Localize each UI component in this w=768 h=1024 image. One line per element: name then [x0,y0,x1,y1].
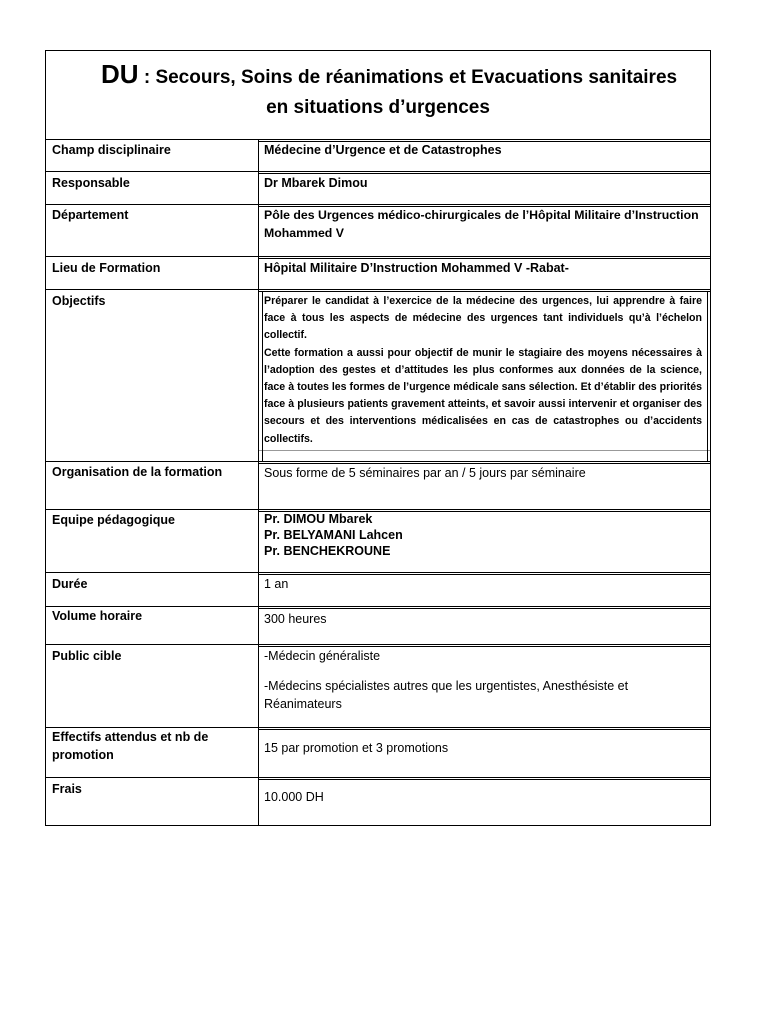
row-divider [46,777,710,778]
value-frais: 10.000 DH [264,790,324,804]
objectifs-inner-border [707,291,708,461]
row-divider [46,572,710,573]
label-lieu: Lieu de Formation [52,261,161,275]
title-text-1: : Secours, Soins de réanimations et Evacuations sanitaires [138,67,678,88]
label-frais: Frais [52,782,82,796]
cell-inner-border [258,608,710,609]
value-public-1: -Médecin généraliste [264,649,381,663]
value-champ: Médecine d’Urgence et de Catastrophes [264,143,502,157]
label-volume: Volume horaire [52,609,143,623]
title-line-1 [101,59,677,90]
column-divider [258,139,259,825]
objectifs-paragraph-1: Préparer le candidat à l’exercice de la médecine des urgences, lui apprendre à faire face à tous les aspects de médecine des urgences tant individuels qu’à l’échelon collectif. [264,295,702,342]
row-divider [46,509,710,510]
cell-inner-border [258,729,710,730]
value-volume: 300 heures [264,612,327,626]
label-public: Public cible [52,649,122,663]
row-divider [46,606,710,607]
row-divider [46,256,710,257]
value-public-2: -Médecins spécialistes autres que les urgentistes, Anesthésiste et Réanimateurs [264,679,629,711]
title-line-2: en situations d’urgences [266,97,490,118]
title-block [46,51,710,139]
row-divider [46,204,710,205]
row-divider [46,171,710,172]
label-equipe: Equipe pédagogique [52,513,175,527]
cell-inner-border [258,779,710,780]
label-duree: Durée [52,577,88,591]
label-organisation: Organisation de la formation [52,465,223,479]
label-champ: Champ disciplinaire [52,143,171,157]
value-duree: 1 an [264,577,289,591]
value-organisation: Sous forme de 5 séminaires par an / 5 jours par séminaire [264,466,586,480]
value-responsable: Dr Mbarek Dimou [264,176,368,190]
value-equipe [264,511,704,559]
label-effectifs: Effectifs attendus et nb de promotion [52,730,209,762]
row-divider [46,289,710,290]
value-lieu: Hôpital Militaire D’Instruction Mohammed V -Rabat- [264,261,569,275]
program-sheet [45,50,711,826]
objectifs-paragraph-2: Cette formation a aussi pour objectif de munir le stagiaire des moyens nécessaires à l’adoption des gestes et d’attitudes les plus conformes aux données de la science, face à toutes les formes de l’urgence médicale sans sélection. Et d’établir des priorités face à plusieurs patients gravement atteints, et savoir aussi intervenir et organiser des secours et des interventions médicalisées en cas de catastrophes ou d’accidents collectifs. [264,346,702,445]
objectifs-inner-border [262,291,263,461]
row-divider [46,644,710,645]
value-departement: Pôle des Urgences médico-chirurgicales de l’Hôpital Militaire d’Instruction Mohammed V [264,208,699,240]
cell-inner-border [258,450,710,451]
label-departement: Département [52,208,129,222]
equipe-member: Pr. BELYAMANI Lahcen [264,528,403,542]
row-divider [46,461,710,462]
title-du: DU [101,59,139,89]
value-effectifs: 15 par promotion et 3 promotions [264,741,449,755]
equipe-member: Pr. DIMOU Mbarek [264,512,373,526]
row-divider [46,139,710,140]
label-responsable: Responsable [52,176,130,190]
cell-inner-border [258,291,710,292]
equipe-member: Pr. BENCHEKROUNE [264,544,391,558]
value-objectifs [264,293,702,448]
label-objectifs: Objectifs [52,294,106,308]
